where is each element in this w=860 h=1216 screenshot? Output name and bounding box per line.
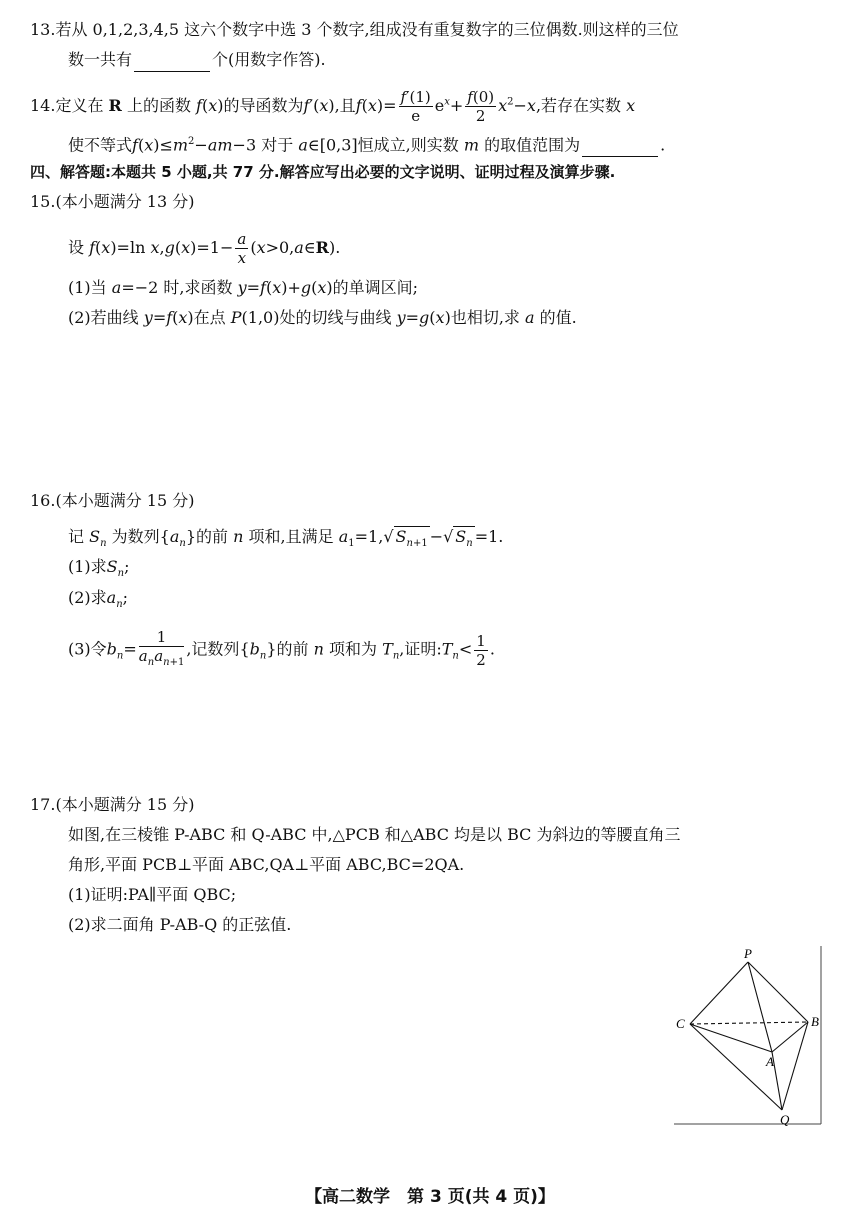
- q16-part1: (1)求$S_n$;: [68, 557, 130, 580]
- edge-BA: [772, 1022, 808, 1052]
- q15-text: (1)当: [68, 278, 107, 297]
- q14-frac2: $\frac{f(0)}{2}$: [467, 88, 495, 125]
- q16-text: (1)求: [68, 557, 107, 576]
- page-footer: 【高二数学 第 3 页(共 4 页)】: [305, 1187, 555, 1207]
- q16-text: ,记数列: [186, 639, 240, 659]
- q13-text-b: 个(用数字作答).: [212, 50, 326, 69]
- q15-part1: (1)当 a=−2 时,求函数 y=f(x)+g(x)的单调区间;: [68, 278, 419, 297]
- q15-head: 15.(本小题满分 13 分): [30, 192, 195, 211]
- label-P: P: [744, 946, 752, 961]
- q15-text: 的单调区间;: [332, 278, 419, 297]
- q14-text: 上的函数: [126, 96, 191, 115]
- q14-text: 使不等式: [68, 135, 133, 155]
- q16-text: 记: [68, 527, 85, 546]
- q16-text: ,证明:: [399, 639, 442, 659]
- q14-text: 的导函数为: [223, 96, 304, 115]
- q15-text: (2)若曲线: [68, 308, 139, 327]
- q15-text: 设: [68, 238, 85, 257]
- q16-text: 项和为: [329, 639, 378, 659]
- q16-part3: (3)令$b_n=$ $\frac{1}{a_na_{n+1}}$ ,记数列$\{b_n\}$的前 n 项和为 $T_n$,证明$:T_n<$ $\frac{1}{2}$ .: [68, 628, 495, 672]
- q16-frac2: $\frac{1}{2}$: [476, 631, 486, 669]
- edge-PA: [748, 962, 772, 1052]
- q15-text: 在点: [193, 308, 226, 327]
- q14-text: .: [660, 135, 666, 155]
- q16-line1: 记 $S_n$ 为数列$\{a_n\}$的前 n 项和,且满足 $a_1=1,√$ $S_{n+1}$ −√ $S_n =1$.: [68, 527, 504, 550]
- q16-text: 的前: [276, 639, 309, 659]
- q14-text: 恒成立,则实数: [357, 135, 459, 155]
- q14-text: 14.定义在: [30, 96, 104, 115]
- q16-frac: $\frac{1}{a_na_{n+1}}$: [138, 628, 185, 668]
- q15-text: 的值.: [539, 308, 577, 327]
- q15-text: 也相切,求: [450, 308, 520, 327]
- q15-frac: $\frac{a}{x}$: [237, 230, 247, 267]
- q17-part1: (1)证明:PA∥平面 QBC;: [68, 885, 237, 904]
- q16-head: 16.(本小题满分 15 分): [30, 491, 195, 510]
- q17-head: 17.(本小题满分 15 分): [30, 795, 195, 814]
- q14-text: 的取值范围为: [484, 135, 581, 155]
- q14-answer-blank: [582, 138, 658, 157]
- q16-part2: (2)求$a_n$;: [68, 588, 129, 611]
- q14-line2: 使不等式$f(x)\le m^2-am-3$ 对于 a∈[0,3]恒成立,则实数 m 的取值范围为 .: [68, 130, 665, 157]
- q15-text: 时,求函数: [163, 278, 233, 297]
- q15-line1: 设 f(x)=ln x,g(x)=1− $\frac{a}{x}$ (x>0,a∈R).: [68, 230, 341, 267]
- q17-figure: [668, 942, 828, 1132]
- q13-line1: 13.若从 0,1,2,3,4,5 这六个数字中选 3 个数字,组成没有重复数字的三位偶数.则这样的三位: [30, 20, 679, 39]
- q14-line1: 14.定义在 R 上的函数 f(x)的导函数为f′(x),且f(x)= $\frac{f'(1)}{e}$ $e^x+$ $\frac{f(0)}{2}$ $x^2-x$,若存在实数 x: [30, 88, 636, 125]
- edge-BQ: [782, 1022, 808, 1110]
- section-title: 四、解答题:本题共 5 小题,共 77 分.解答应写出必要的文字说明、证明过程及演算步骤.: [30, 163, 616, 181]
- edge-CA: [690, 1024, 772, 1052]
- label-B: B: [811, 1014, 819, 1029]
- label-C: C: [676, 1016, 685, 1031]
- q15-part2: (2)若曲线 y=f(x)在点 P(1,0)处的切线与曲线 y=g(x)也相切,求 a 的值.: [68, 308, 577, 327]
- edge-CB-hidden: [690, 1022, 808, 1024]
- q14-R: R: [108, 96, 122, 115]
- label-Q: Q: [780, 1112, 790, 1127]
- q16-text: 项和,且满足: [248, 527, 334, 546]
- q17-part2: (2)求二面角 P-AB-Q 的正弦值.: [68, 915, 292, 934]
- q17-line2: 角形,平面 PCB⊥平面 ABC,QA⊥平面 ABC,BC=2QA.: [68, 855, 465, 874]
- q16-text: (2)求: [68, 588, 107, 607]
- label-A: A: [766, 1054, 774, 1069]
- q13-answer-blank: [134, 53, 210, 72]
- q15-text: 处的切线与曲线: [279, 308, 392, 327]
- edge-PB: [748, 962, 808, 1022]
- q13-line2: [68, 48, 326, 72]
- q16-text: 的前: [196, 527, 229, 546]
- q14-text: ,且: [334, 96, 356, 115]
- q14-frac1: $\frac{f'(1)}{e}$: [400, 88, 431, 125]
- edge-PC: [690, 962, 748, 1024]
- q16-text: (3)令: [68, 639, 107, 659]
- q17-line1: 如图,在三棱锥 P-ABC 和 Q-ABC 中,△PCB 和△ABC 均是以 BC 为斜边的等腰直角三: [68, 825, 681, 844]
- q13-text-a: 数一共有: [68, 50, 133, 69]
- q16-text: 为数列: [111, 527, 160, 546]
- q14-text: 对于: [261, 135, 294, 155]
- q14-text: ,若存在实数: [535, 96, 622, 115]
